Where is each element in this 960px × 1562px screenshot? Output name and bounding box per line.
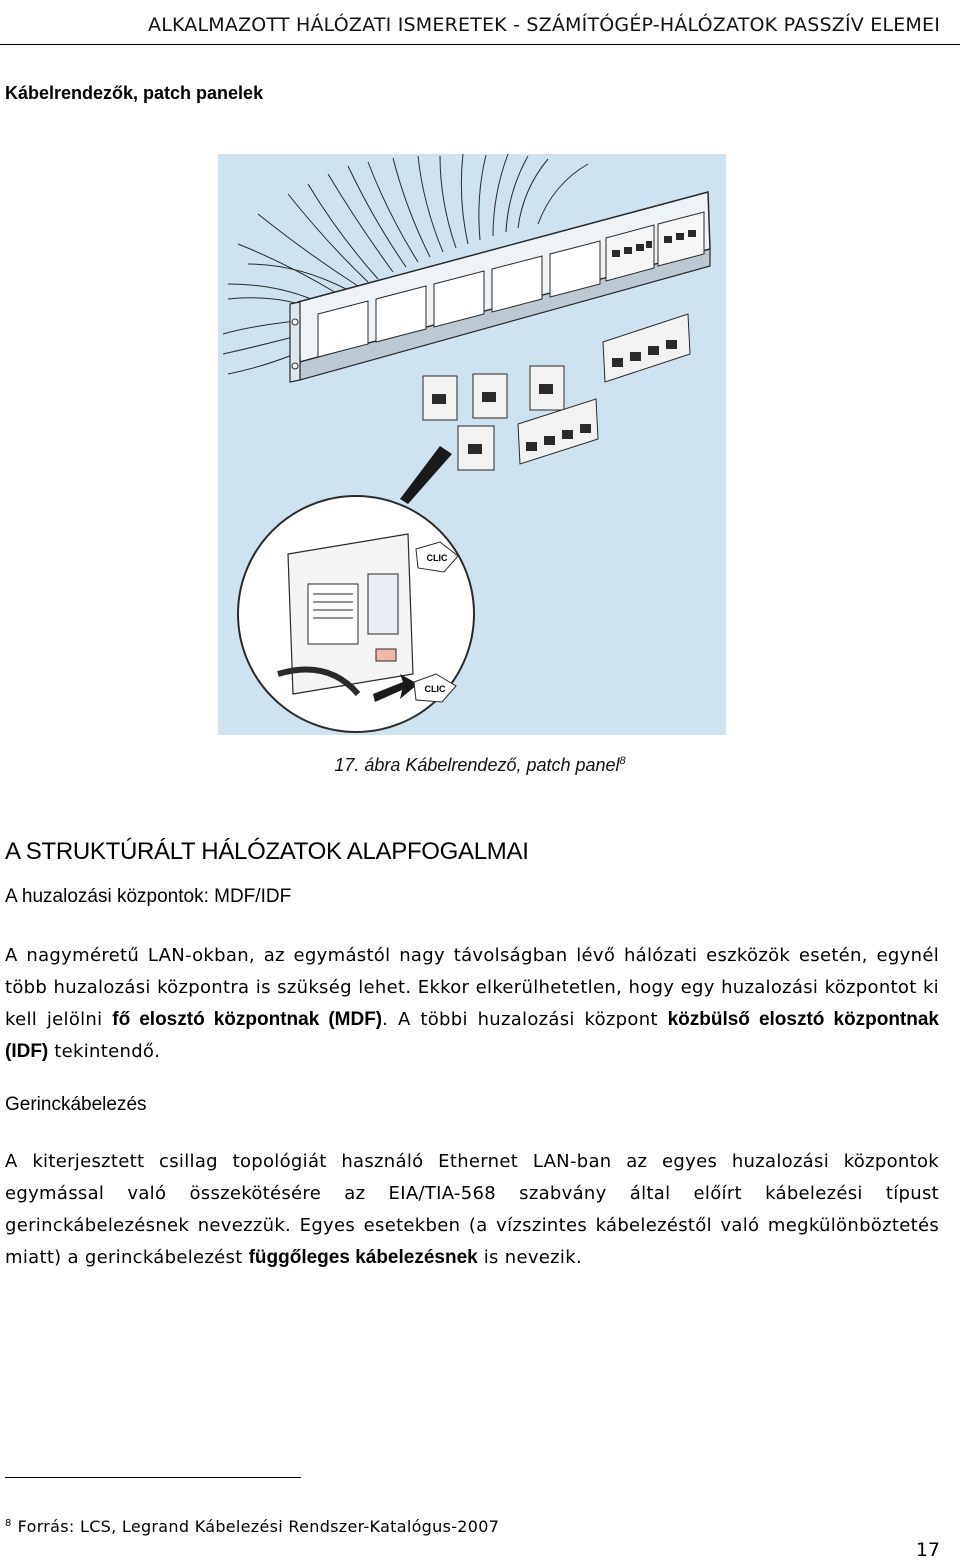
backbone-heading: Gerinckábelezés — [5, 1094, 147, 1115]
sub-heading: A huzalozási központok: MDF/IDF — [5, 886, 292, 907]
zoom-pointer — [400, 446, 452, 504]
paragraph-text: A nagyméretű LAN-okban, az egymástól nagy távolságban lévő hálózati eszközök esetén, egynél több huzalozási központra is szükség lehet. Ekkor elkerülhetetlen, hogy egy huzalozási központot ki kell jelölni — [5, 945, 939, 1030]
paragraph-backbone — [5, 1146, 939, 1274]
figure-caption — [0, 755, 960, 776]
emphasis-idf: közbülső elosztó központnak (IDF) — [5, 1009, 939, 1062]
page-number: 17 — [915, 1539, 940, 1561]
paragraph-mdf-idf — [5, 940, 939, 1068]
caption-text: 17. ábra Kábelrendező, patch panel — [334, 755, 620, 775]
patch-panel-figure — [218, 154, 726, 735]
footnote-marker: 8 — [5, 1517, 12, 1529]
section-title: Kábelrendezők, patch panelek — [5, 83, 264, 103]
paragraph-text: A kiterjesztett csillag topológiát használó Ethernet LAN-ban az egyes huzalozási központok egymással való összekötésére az EIA/TIA-568 szabvány által előírt kábelezési típust gerinckábelezésnek nevezzük. Egyes esetekben (a vízszintes kábelezéstől való megkülönböztetés miatt) a gerinckábelezést — [5, 1151, 939, 1268]
patch-panel-illustration — [218, 154, 726, 735]
paragraph-text: is nevezik. — [477, 1247, 582, 1268]
paragraph-text: tekintendő. — [48, 1041, 161, 1062]
emphasis-vertical-cabling: függőleges kábelezésnek — [248, 1247, 478, 1268]
footnote — [5, 1517, 499, 1536]
emphasis-mdf: fő elosztó központnak (MDF) — [112, 1009, 383, 1030]
footnote-rule — [5, 1477, 301, 1478]
paragraph-text: . A többi huzalozási központ — [382, 1009, 668, 1030]
clic-label-top: CLIC — [426, 553, 448, 563]
running-header: ALKALMAZOTT HÁLÓZATI ISMERETEK - SZÁMÍTÓGÉP-HÁLÓZATOK PASSZÍV ELEMEI — [148, 14, 940, 36]
footnote-text: Forrás: LCS, Legrand Kábelezési Rendszer-Katalógus-2007 — [17, 1517, 500, 1536]
clic-label-bottom: CLIC — [424, 684, 446, 694]
caption-footnote-ref[interactable]: 8 — [619, 755, 626, 767]
header-rule — [0, 44, 960, 45]
main-heading: A STRUKTÚRÁLT HÁLÓZATOK ALAPFOGALMAI — [5, 838, 529, 865]
keystone-jacks — [423, 314, 690, 470]
